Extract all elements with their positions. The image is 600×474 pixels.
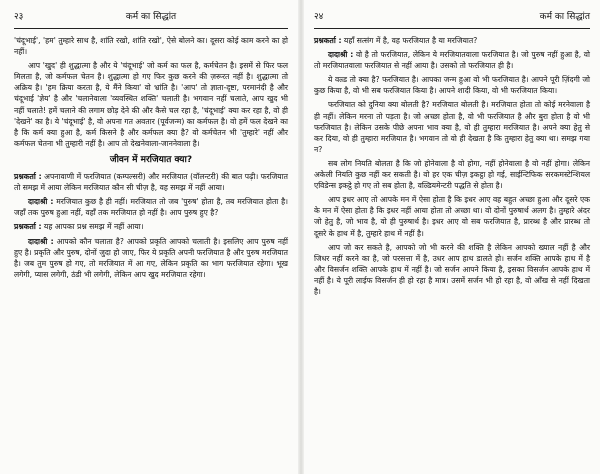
left-page-number: २३ xyxy=(14,12,24,22)
right-page-number: २४ xyxy=(314,12,324,22)
speaker-label: प्रश्नकर्ता : xyxy=(314,36,342,45)
dialogue-entry xyxy=(314,35,590,46)
dialogue-entry xyxy=(14,221,288,232)
paragraph: ये वल्र्ड तो क्या है? फरजियात है। आपका जन्म हुआ वो भी फरजियात है। आपने पूरी ज़िंदगी जो कुछ किया है, वो भी सब फरजियात किया है। आपने शादी किया, वो भी फरजियात किया। xyxy=(314,75,590,96)
paragraph: आप इधर आए तो आपके मन में ऐसा होता है कि इधर आए वह बहुत अच्छा हुआ और दूसरे एक के मन में ऐसा होता है कि इधर नहीं आया होता तो अच्छा था। वो दोनों पुरुषार्थ अलग है। तुम्हारे अंदर जो हेतु है, जो भाव है, वो ही पुरुषार्थ है। इधर आए वो सब फरजियात है, प्रारब्ध है और प्रारब्ध तो दूसरे के हाथ में है, तुम्हारे हाथ में नहीं है। xyxy=(314,195,590,238)
paragraph: सब लोग नियति बोलता है कि जो होनेवाला है वो होगा, नहीं होनेवाला है वो नहीं होगा। लेकिन अकेली नियति कुछ नहीं कर सकती है। वो हर एक चीज़ इकट्ठा हो गई, साईन्टिफिक सरकमस्टेन्शियल एविडेन्स इकट्ठे हो गए तो सब होता है, वल्र्डियमेन्टरी पद्धति से होता है। xyxy=(314,158,590,191)
speaker-label: प्रश्नकर्ता : xyxy=(14,222,42,232)
paragraph: फरजियात को दुनिया क्या बोलती है? मरजियात बोलती है। मरजियात होता तो कोई मरनेवाला है ही नहीं। लेकिन मरना तो पड़ता है। जो अच्छा होता है, वो भी फरजियात है और बुरा होता है वो भी फरजियात है। लेकिन उसके पीछे अपना भाव क्या है, वो ही तुम्हारा मरजियात है। अपने क्या हेतु से कर दिया, वो ही तुम्हारा मरजियात है। भगवान तो वो ही देखता है कि तुम्हारा हेतु क्या था। समझ गया न? xyxy=(314,100,590,154)
right-page xyxy=(314,6,590,468)
dialogue-entry xyxy=(14,171,288,193)
left-page-body xyxy=(14,35,288,280)
speaker-label: दादाश्री : xyxy=(328,50,354,60)
speaker-label: प्रश्नकर्ता : xyxy=(14,172,42,182)
speaker-label: दादाश्री : xyxy=(28,197,54,207)
section-heading: जीवन में मरजियात क्या? xyxy=(109,154,193,165)
dialogue-entry xyxy=(14,236,288,280)
dialogue-entry xyxy=(14,196,288,218)
dialogue-text: यहाँ सत्संग में है, वह फरजियात है या मरजियात? xyxy=(343,36,478,45)
paragraph: आप जो कर सकते है, आपको जो भी करने की शक्ति है लेकिन आपको ख्याल नहीं है और जिधर नहीं करने का है, जो परसत्ता में है, उधर आप हाथ डालते हो। सर्जन शक्ति आपके हाथ में है और विसर्जन शक्ति आपके हाथ में नहीं है। जो सर्जन आपने किया है, इसका विसर्जन आपके हाथ में नहीं है। ये पूरी लाईफ विसर्जन ही हो रहा है मात्र। उसमें सर्जन भी हो रहा है, वो आँख से नहीं दिखता है। xyxy=(314,242,590,296)
dialogue-text: यह आपका प्रश्न समझ में नहीं आया। xyxy=(43,222,144,232)
dialogue-text: अपनावाणी में फरजियात (कम्पल्सरी) और मरजियात (वॉलन्टरी) की बात पढ़ी। फरजियात तो समझ में आया लेकिन मरजियात कौन सी चीज़ है, वह समझ में नहीं आया। xyxy=(14,172,288,193)
paragraph: 'चंदूभाई', 'हम' तुम्हारे साथ है, शांति रखो, शांति रखो', ऐसे बोलने का। दूसरा कोई काम करने का हो नहीं। xyxy=(14,36,288,57)
left-page-header xyxy=(14,6,288,29)
speaker-label: दादाश्री : xyxy=(28,236,54,246)
left-page xyxy=(14,6,288,468)
paragraph: आप 'खुद' ही शुद्धात्मा है और ये 'चंदूभाई' जो कर्म का फल है, कर्मचेतन है। इसमें से फिर फल मिलता है, जो कर्मफल चेतन है। शुद्धात्मा हो गए फिर कुछ करने की ज़रूरत नहीं है। शुद्धात्मा तो अक्रिय है। 'हम क्रिया करता है, ये मैंने किया' वो भ्रांति है। 'आप' तो ज्ञाता-दृष्टा, परमानंदी है और चंदूभाई 'ज्ञेय' है और 'चलानेवाला 'व्यवस्थित शक्ति' चलाती है। भगवान नहीं चलाते, आप खुद भी नहीं चलाते! हमें चलाने की लगाम छोड़ देने की और कैसे चल रहा है, 'चंदूभाई' क्या कर रहा है, वो ही 'देखने' का है। ये 'चंदूभाई' है, वो अपना गत अवतार (पूर्वजन्म) का कर्मफल है। वो हमें फल देखने का है कि कर्म क्या हुआ है, कर्म किसने है और कर्मफल क्या है? वो कर्मचेतन भी 'तुम्हारे' नहीं और कर्मफल चेतना भी तुम्हारी नहीं है। आप तो देखनेवाला-जाननेवाला है। xyxy=(14,61,288,148)
left-running-title: कर्म का सिद्धांत xyxy=(125,12,177,22)
right-page-header xyxy=(314,6,590,29)
book-gutter xyxy=(298,0,304,474)
dialogue-entry xyxy=(314,49,590,71)
dialogue-text: वो है तो फरजियात, लेकिन ये मरजियातवाला फरजियात है। जो पुरुष नहीं हुआ है, वो तो मरजियातवाला फरजियात से नहीं आया है। उसको तो फरजियात ही है। xyxy=(314,50,590,71)
right-page-body xyxy=(314,35,590,297)
right-running-title: कर्म का सिद्धांत xyxy=(539,12,590,22)
dialogue-text: आपको कौन चलाता है? आपको प्रकृति आपको चलाती है। इसलिए आप पुरुष नहीं हुए है। प्रकृति और पुरुष, दोनों जुदा हो जाए, फिर ये प्रकृति अपनी फरजियात है और पुरुष मरजियात है। जब तुम पुरुष हो गए, तो मरजियात में आ गए, लेकिन प्रकृति का भाग फरजियात रहेगा। भूख लगेगी, प्यास लगेगी, ठंडी भी लगेगी, लेकिन आप खुद मरजियात रहेगा। xyxy=(14,236,288,279)
dialogue-text: मरजियात कुछ है ही नहीं। मरजियात तो जब 'पुरुष' होता है, तब मरजियात होता है। जहाँ तक पुरुष हुआ नहीं, वहाँ तक मरजियात हो नहीं है। आप पुरुष हुए है? xyxy=(14,197,288,218)
